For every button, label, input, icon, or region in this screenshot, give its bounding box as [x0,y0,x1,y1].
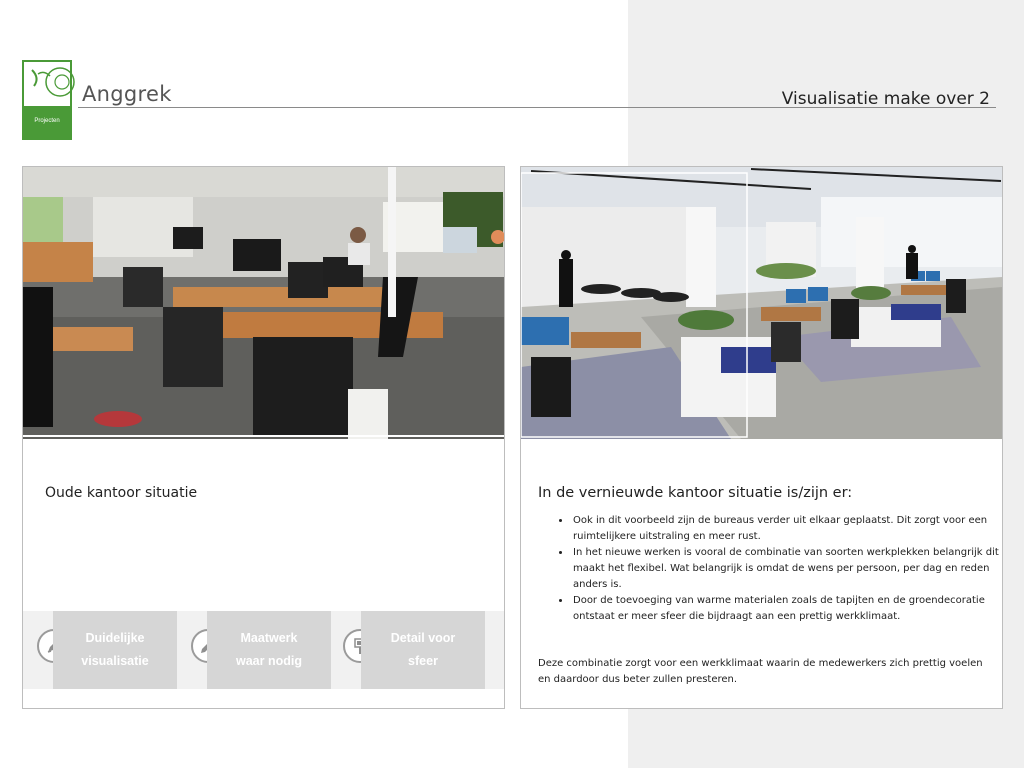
closing-paragraph: Deze combinatie zorgt voor een werkklimaat waarin de medewerkers zich prettig voelen en daardoor dus beter zullen presteren. [538,658,983,685]
list-item: • Ook in dit voorbeeld zijn de bureaus verder uit elkaar geplaatst. Dit zorgt voor een ruimtelijkere uitstraling en meer rust. [571,513,999,545]
old-office-heading: Oude kantoor situatie [45,485,198,501]
feature-tile-visualisation [53,611,177,689]
feature-label-line2: waar nodig [236,654,302,668]
improvements-list [557,513,999,625]
feature-label-line2: sfeer [408,654,438,668]
feature-strip [23,611,504,689]
feature-tile-atmosphere [361,611,485,689]
feature-label-line1: Duidelijke [85,631,145,645]
feature-label-line2: visualisatie [81,654,149,668]
brand-name: Anggrek [82,82,172,106]
old-office-panel [22,166,505,709]
new-office-heading: In de vernieuwde kantoor situatie is/zijn er: [538,485,853,501]
new-office-panel [520,166,1003,709]
old-office-photo [23,167,504,439]
feature-tile-custom-work [207,611,331,689]
page-title: Visualisatie make over 2 [781,89,990,109]
company-logo [22,60,72,140]
list-item: • In het nieuwe werken is vooral de combinatie van soorten werkplekken belangrijk dit maakt het flexibel. Wat belangrijk is omdat de wens per persoon, per dag en reden anders is. [571,545,999,593]
feature-label-line1: Maatwerk [240,631,298,645]
logo-caption: Projecten [34,118,60,124]
feature-label-line1: Detail voor [390,631,456,645]
orchid-logo-icon [22,60,82,110]
new-office-render [521,167,1002,439]
list-item: • Door de toevoeging van warme materialen zoals de tapijten en de groendecoratie ontstaat er meer sfeer die bijdraagt aan een prettig werkklimaat. [571,593,999,625]
